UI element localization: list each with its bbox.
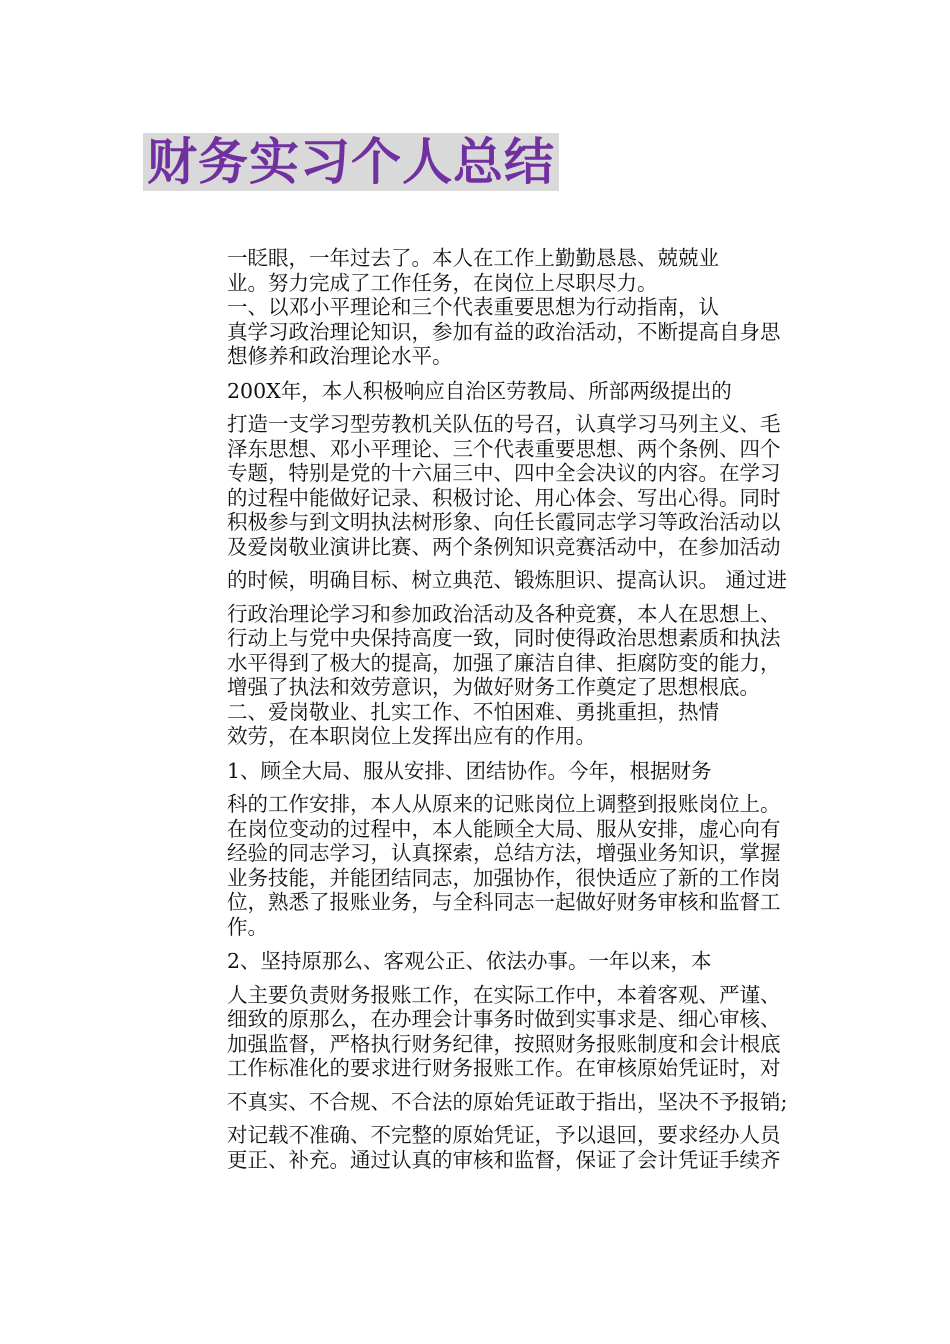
- paragraph-item-two: [145, 949, 805, 1172]
- paragraph-section-two: [145, 700, 805, 749]
- text-line: 泽东思想、邓小平理论、三个代表重要思想、两个条例、四个: [227, 436, 781, 461]
- paragraph-intro: [145, 246, 805, 295]
- text-line: 工作标准化的要求进行财务报账工作。在审核原始凭证时，对: [227, 1056, 781, 1080]
- text-line: 不真实、不合规、不合法的原始凭证敢于指出，坚决不予报销;: [227, 1089, 788, 1114]
- text-line: 200X年，本人积极响应自治区劳教局、所部两级提出的: [227, 378, 732, 403]
- text-line: 一眨眼，一年过去了。本人在工作上勤勤恳恳、兢兢业: [227, 246, 719, 270]
- text-line: 水平得到了极大的提高，加强了廉洁自律、拒腐防变的能力，: [227, 650, 781, 675]
- text-line: 加强监督，严格执行财务纪律，按照财务报账制度和会计根底: [227, 1031, 781, 1056]
- text-line: 对记载不准确、不完整的原始凭证，予以退回，要求经办人员: [227, 1123, 781, 1147]
- text-line: 行动上与党中央保持高度一致，同时使得政治思想素质和执法: [227, 626, 781, 650]
- text-line: 及爱岗敬业演讲比赛、两个条例知识竞赛活动中，在参加活动: [227, 534, 781, 559]
- text-line: 效劳，在本职岗位上发挥出应有的作用。: [227, 724, 596, 748]
- text-line: 增强了执法和效劳意识，为做好财务工作奠定了思想根底。: [227, 675, 760, 699]
- text-line: 的过程中能做好记录、积极讨论、用心体会、写出心得。同时: [227, 485, 781, 510]
- text-line: 作。: [227, 914, 268, 939]
- text-line: 一、以邓小平理论和三个代表重要思想为行动指南，认: [227, 295, 719, 319]
- text-line: 业务技能，并能团结同志，加强协作，很快适应了新的工作岗: [227, 865, 781, 890]
- text-line: 的时候，明确目标、树立典范、锻炼胆识、提高认识。 通过进: [227, 568, 788, 592]
- text-line: 2、坚持原那么、客观公正、依法办事。一年以来，本: [227, 949, 712, 973]
- text-line: 更正、补充。通过认真的审核和监督，保证了会计凭证手续齐: [227, 1147, 781, 1172]
- text-line: 二、爱岗敬业、扎实工作、不怕困难、勇挑重担，热情: [227, 699, 719, 724]
- text-line: 1、顾全大局、服从安排、团结协作。今年，根据财务: [227, 758, 712, 783]
- text-line: 细致的原那么，在办理会计事务时做到实事求是、细心审核、: [227, 1007, 781, 1031]
- paragraph-section-one: [145, 295, 805, 369]
- text-line: 积极参与到文明执法树形象、向任长霞同志学习等政治活动以: [227, 510, 781, 534]
- text-line: 位，熟悉了报账业务，与全科同志一起做好财务审核和监督工: [227, 890, 781, 914]
- text-line: 打造一支学习型劳教机关队伍的号召，认真学习马列主义、毛: [227, 412, 781, 436]
- text-line: 业。努力完成了工作任务，在岗位上尽职尽力。: [227, 270, 658, 295]
- text-line: 想修养和政治理论水平。: [227, 344, 453, 368]
- document-title: 财务实习个人总结: [143, 133, 559, 191]
- document-body: [145, 246, 805, 1172]
- text-line: 专题，特别是党的十六届三中、四中全会决议的内容。在学习: [227, 461, 781, 485]
- text-line: 行政治理论学习和参加政治活动及各种竞赛，本人在思想上、: [227, 601, 781, 626]
- paragraph-study: [145, 379, 805, 700]
- text-line: 经验的同志学习，认真探索，总结方法，增强业务知识，掌握: [227, 841, 781, 865]
- text-line: 人主要负责财务报账工作，在实际工作中，本着客观、严谨、: [227, 982, 781, 1007]
- text-line: 在岗位变动的过程中，本人能顾全大局、服从安排，虚心向有: [227, 816, 781, 841]
- paragraph-item-one: [145, 759, 805, 940]
- text-line: 科的工作安排，本人从原来的记账岗位上调整到报账岗位上。: [227, 792, 781, 816]
- text-line: 真学习政治理论知识，参加有益的政治活动，不断提高自身思: [227, 319, 781, 344]
